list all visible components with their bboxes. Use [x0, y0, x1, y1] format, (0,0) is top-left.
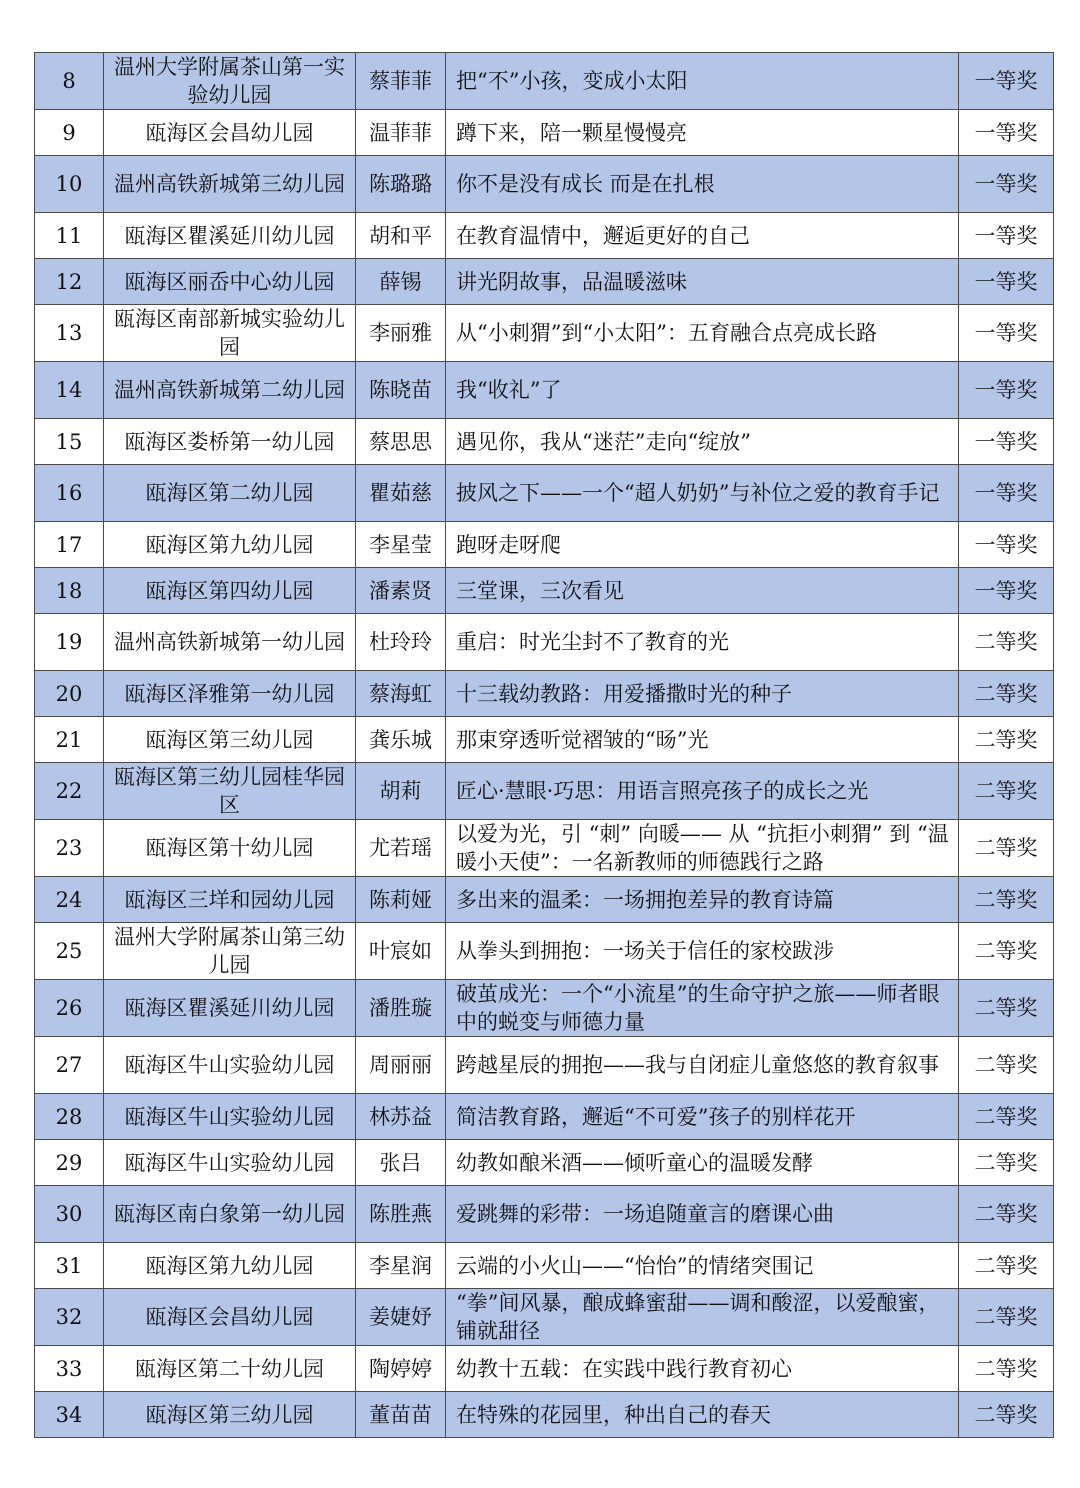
teacher-name: 林苏益	[356, 1094, 446, 1140]
table-row	[35, 259, 1054, 305]
kindergarten-name: 瓯海区第十幼儿园	[104, 820, 356, 877]
row-number: 34	[35, 1392, 104, 1438]
essay-title: 三堂课，三次看见	[446, 568, 959, 614]
table-row	[35, 1094, 1054, 1140]
kindergarten-name: 瓯海区牛山实验幼儿园	[104, 1037, 356, 1094]
table-row	[35, 923, 1054, 980]
row-number: 22	[35, 763, 104, 820]
row-number: 31	[35, 1243, 104, 1289]
teacher-name: 陶婷婷	[356, 1346, 446, 1392]
teacher-name: 胡和平	[356, 213, 446, 259]
kindergarten-name: 瓯海区第三幼儿园	[104, 1392, 356, 1438]
essay-title: 你不是没有成长 而是在扎根	[446, 156, 959, 213]
row-number: 17	[35, 522, 104, 568]
kindergarten-name: 瓯海区丽岙中心幼儿园	[104, 259, 356, 305]
table-row	[35, 614, 1054, 671]
kindergarten-name: 瓯海区第九幼儿园	[104, 522, 356, 568]
row-number: 21	[35, 717, 104, 763]
essay-title: 匠心·慧眼·巧思：用语言照亮孩子的成长之光	[446, 763, 959, 820]
essay-title: 把“不”小孩，变成小太阳	[446, 53, 959, 110]
teacher-name: 潘素贤	[356, 568, 446, 614]
teacher-name: 尤若瑶	[356, 820, 446, 877]
kindergarten-name: 瓯海区瞿溪延川幼儿园	[104, 980, 356, 1037]
award-level: 一等奖	[959, 522, 1054, 568]
kindergarten-name: 瓯海区第二十幼儿园	[104, 1346, 356, 1392]
award-level: 一等奖	[959, 419, 1054, 465]
row-number: 8	[35, 53, 104, 110]
kindergarten-name: 瓯海区瞿溪延川幼儿园	[104, 213, 356, 259]
essay-title: 幼教十五载：在实践中践行教育初心	[446, 1346, 959, 1392]
kindergarten-name: 瓯海区牛山实验幼儿园	[104, 1140, 356, 1186]
table-row	[35, 305, 1054, 362]
teacher-name: 李丽雅	[356, 305, 446, 362]
teacher-name: 周丽丽	[356, 1037, 446, 1094]
kindergarten-name: 瓯海区娄桥第一幼儿园	[104, 419, 356, 465]
row-number: 23	[35, 820, 104, 877]
essay-title: 破茧成光：一个“小流星”的生命守护之旅——师者眼中的蜕变与师德力量	[446, 980, 959, 1037]
teacher-name: 胡莉	[356, 763, 446, 820]
kindergarten-name: 温州大学附属茶山第一实验幼儿园	[104, 53, 356, 110]
teacher-name: 杜玲玲	[356, 614, 446, 671]
essay-title: 从“小刺猬”到“小太阳”：五育融合点亮成长路	[446, 305, 959, 362]
table-row	[35, 53, 1054, 110]
table-row	[35, 419, 1054, 465]
teacher-name: 温菲菲	[356, 110, 446, 156]
row-number: 10	[35, 156, 104, 213]
award-level: 二等奖	[959, 1094, 1054, 1140]
essay-title: 云端的小火山——“怡怡”的情绪突围记	[446, 1243, 959, 1289]
row-number: 15	[35, 419, 104, 465]
teacher-name: 陈胜燕	[356, 1186, 446, 1243]
table-row	[35, 717, 1054, 763]
award-level: 二等奖	[959, 1140, 1054, 1186]
essay-title: 在特殊的花园里，种出自己的春天	[446, 1392, 959, 1438]
kindergarten-name: 瓯海区南部新城实验幼儿园	[104, 305, 356, 362]
award-level: 一等奖	[959, 53, 1054, 110]
essay-title: 蹲下来，陪一颗星慢慢亮	[446, 110, 959, 156]
teacher-name: 李星莹	[356, 522, 446, 568]
row-number: 19	[35, 614, 104, 671]
award-level: 二等奖	[959, 1037, 1054, 1094]
award-level: 一等奖	[959, 213, 1054, 259]
teacher-name: 瞿茹慈	[356, 465, 446, 522]
kindergarten-name: 瓯海区第四幼儿园	[104, 568, 356, 614]
teacher-name: 蔡海虹	[356, 671, 446, 717]
row-number: 27	[35, 1037, 104, 1094]
teacher-name: 薛锡	[356, 259, 446, 305]
award-level: 二等奖	[959, 1186, 1054, 1243]
table-row	[35, 110, 1054, 156]
kindergarten-name: 瓯海区第三幼儿园	[104, 717, 356, 763]
table-row	[35, 1186, 1054, 1243]
essay-title: 幼教如酿米酒——倾听童心的温暖发酵	[446, 1140, 959, 1186]
award-level: 一等奖	[959, 110, 1054, 156]
teacher-name: 蔡思思	[356, 419, 446, 465]
table-row	[35, 671, 1054, 717]
kindergarten-name: 温州高铁新城第二幼儿园	[104, 362, 356, 419]
essay-title: 跑呀走呀爬	[446, 522, 959, 568]
kindergarten-name: 瓯海区南白象第一幼儿园	[104, 1186, 356, 1243]
table-row	[35, 820, 1054, 877]
table-row	[35, 980, 1054, 1037]
essay-title: 披风之下——一个“超人奶奶”与补位之爱的教育手记	[446, 465, 959, 522]
table-row	[35, 156, 1054, 213]
kindergarten-name: 温州大学附属茶山第三幼儿园	[104, 923, 356, 980]
essay-title: 讲光阴故事，品温暖滋味	[446, 259, 959, 305]
kindergarten-name: 瓯海区牛山实验幼儿园	[104, 1094, 356, 1140]
row-number: 9	[35, 110, 104, 156]
award-level: 一等奖	[959, 156, 1054, 213]
award-level: 二等奖	[959, 820, 1054, 877]
kindergarten-name: 瓯海区会昌幼儿园	[104, 110, 356, 156]
award-level: 二等奖	[959, 763, 1054, 820]
award-level: 一等奖	[959, 362, 1054, 419]
award-level: 二等奖	[959, 1289, 1054, 1346]
table-row	[35, 877, 1054, 923]
kindergarten-name: 瓯海区第二幼儿园	[104, 465, 356, 522]
award-level: 二等奖	[959, 980, 1054, 1037]
row-number: 29	[35, 1140, 104, 1186]
table-row	[35, 1140, 1054, 1186]
award-level: 二等奖	[959, 1392, 1054, 1438]
row-number: 16	[35, 465, 104, 522]
row-number: 26	[35, 980, 104, 1037]
table-row	[35, 1243, 1054, 1289]
award-level: 一等奖	[959, 259, 1054, 305]
teacher-name: 董苗苗	[356, 1392, 446, 1438]
award-level: 二等奖	[959, 1243, 1054, 1289]
essay-title: 从拳头到拥抱：一场关于信任的家校跋涉	[446, 923, 959, 980]
teacher-name: 叶宸如	[356, 923, 446, 980]
teacher-name: 龚乐城	[356, 717, 446, 763]
table-row	[35, 568, 1054, 614]
kindergarten-name: 温州高铁新城第一幼儿园	[104, 614, 356, 671]
teacher-name: 陈晓苗	[356, 362, 446, 419]
kindergarten-name: 瓯海区三垟和园幼儿园	[104, 877, 356, 923]
essay-title: 简洁教育路，邂逅“不可爱”孩子的别样花开	[446, 1094, 959, 1140]
essay-title: 以爱为光，引 “刺” 向暖—— 从 “抗拒小刺猬” 到 “温暖小天使”：一名新教师的师德践行之路	[446, 820, 959, 877]
award-level: 二等奖	[959, 614, 1054, 671]
table-row	[35, 213, 1054, 259]
teacher-name: 姜婕妤	[356, 1289, 446, 1346]
table-row	[35, 465, 1054, 522]
row-number: 28	[35, 1094, 104, 1140]
awards-table-body	[35, 53, 1054, 1438]
row-number: 12	[35, 259, 104, 305]
teacher-name: 陈璐璐	[356, 156, 446, 213]
award-level: 二等奖	[959, 1346, 1054, 1392]
table-row	[35, 522, 1054, 568]
table-row	[35, 1037, 1054, 1094]
essay-title: 多出来的温柔：一场拥抱差异的教育诗篇	[446, 877, 959, 923]
award-level: 一等奖	[959, 568, 1054, 614]
award-level: 一等奖	[959, 305, 1054, 362]
row-number: 30	[35, 1186, 104, 1243]
kindergarten-name: 瓯海区第三幼儿园桂华园区	[104, 763, 356, 820]
essay-title: 十三载幼教路：用爱播撒时光的种子	[446, 671, 959, 717]
table-row	[35, 1346, 1054, 1392]
teacher-name: 张吕	[356, 1140, 446, 1186]
kindergarten-name: 瓯海区第九幼儿园	[104, 1243, 356, 1289]
essay-title: “拳”间风暴，酿成蜂蜜甜——调和酸涩，以爱酿蜜，铺就甜径	[446, 1289, 959, 1346]
teacher-name: 潘胜璇	[356, 980, 446, 1037]
essay-title: 重启：时光尘封不了教育的光	[446, 614, 959, 671]
essay-title: 在教育温情中，邂逅更好的自己	[446, 213, 959, 259]
row-number: 32	[35, 1289, 104, 1346]
row-number: 20	[35, 671, 104, 717]
row-number: 25	[35, 923, 104, 980]
row-number: 24	[35, 877, 104, 923]
essay-title: 爱跳舞的彩带：一场追随童言的磨课心曲	[446, 1186, 959, 1243]
row-number: 14	[35, 362, 104, 419]
award-level: 二等奖	[959, 877, 1054, 923]
row-number: 33	[35, 1346, 104, 1392]
awards-table	[34, 52, 1054, 1438]
row-number: 11	[35, 213, 104, 259]
kindergarten-name: 瓯海区泽雅第一幼儿园	[104, 671, 356, 717]
essay-title: 我“收礼”了	[446, 362, 959, 419]
essay-title: 那束穿透听觉褶皱的“旸”光	[446, 717, 959, 763]
award-level: 二等奖	[959, 923, 1054, 980]
award-level: 二等奖	[959, 717, 1054, 763]
essay-title: 遇见你，我从“迷茫”走向“绽放”	[446, 419, 959, 465]
teacher-name: 李星润	[356, 1243, 446, 1289]
award-level: 二等奖	[959, 671, 1054, 717]
row-number: 18	[35, 568, 104, 614]
teacher-name: 蔡菲菲	[356, 53, 446, 110]
table-row	[35, 362, 1054, 419]
award-level: 一等奖	[959, 465, 1054, 522]
teacher-name: 陈莉娅	[356, 877, 446, 923]
kindergarten-name: 瓯海区会昌幼儿园	[104, 1289, 356, 1346]
kindergarten-name: 温州高铁新城第三幼儿园	[104, 156, 356, 213]
table-row	[35, 763, 1054, 820]
essay-title: 跨越星辰的拥抱——我与自闭症儿童悠悠的教育叙事	[446, 1037, 959, 1094]
table-row	[35, 1392, 1054, 1438]
row-number: 13	[35, 305, 104, 362]
table-row	[35, 1289, 1054, 1346]
